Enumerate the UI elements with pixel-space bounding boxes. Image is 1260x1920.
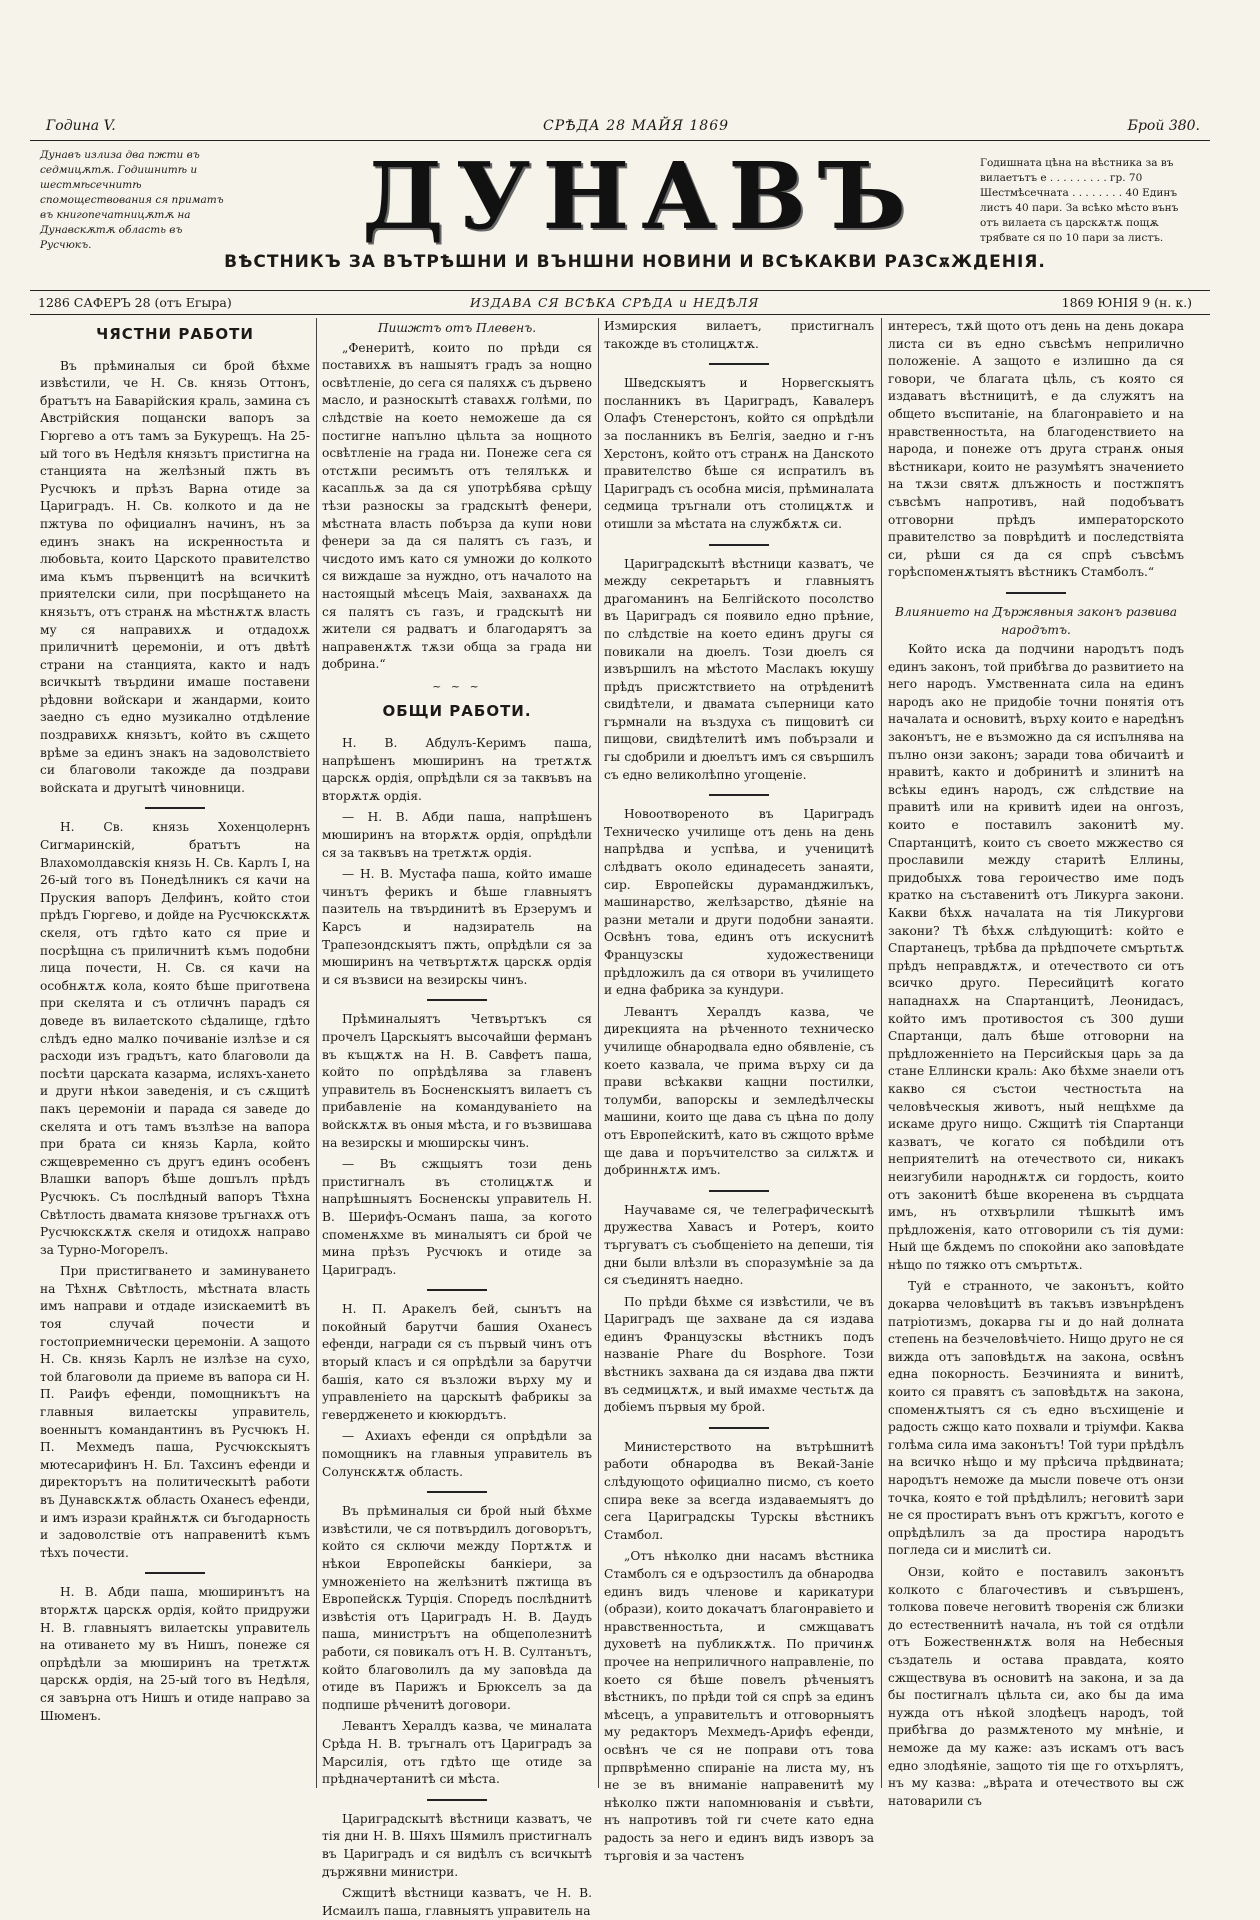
article-paragraph: Левантъ Хералдъ казва, че миналата Срѣда Н. В. тръгналъ отъ Цариградъ за Марсилія, отъ гдѣто ще отиде за прѣдначертанитѣ си мѣста. xyxy=(322,1719,592,1787)
correspondence-dateline: Пишжтъ отъ Плевенъ. xyxy=(377,321,537,335)
article-separator xyxy=(1006,592,1066,594)
article-paragraph: Н. П. Аракелъ бей, сынътъ на покойный барутчи башия Оханесъ ефенди, награди ся съ първый чинъ отъ вторый класъ и ся опрѣдѣли за барутчи башія, като ся възложи върху му и управленіето на царскытѣ фабрикы за гевердженето и кюкюрдътъ. xyxy=(322,1302,592,1422)
newspaper-title: ДУНАВЪ xyxy=(361,142,919,250)
article-columns xyxy=(30,318,1210,1918)
article-paragraph: „Отъ нѣколко дни насамъ вѣстника Стамболъ ся е одързостилъ да обнародва единъ видъ членове и карикатури (образи), които докачатъ благонравіето и нравственностьта, и смжщаватъ духоветѣ на публикѫтѫ. По причинѫ прочее на неприличного направленіе, по което ся бѣше повелъ рѣченыятъ вѣстникъ, по прѣди той ся спрѣ за единъ мѣсецъ, а управительтъ и отговорныятъ му редакторъ Мехмедъ-Арифъ ефенди, освѣнъ че ся не поправи отъ това прпврѣменно спираніе на листа му, нъ не зе въ вниманіе направенитѣ му нѣколко пжти напомнюванія и съвѣти, нъ напротивъ той ги счете като една радость за него и единъ видъ изворъ за търговія и за частенъ xyxy=(604,1549,874,1863)
article-separator xyxy=(427,999,487,1001)
article-paragraph: Цариградскытѣ вѣстници казватъ, че между секретарьтъ и главныятъ драгоманинъ на Белгійското посолство въ Цариградъ ся появило едно прѣние, по слѣдствіе на което единъ другы ся повикали на дюелъ. Този дюелъ ся извършилъ на мѣстото Маслакъ юкушу прѣдъ присжтствието на отрѣденитѣ свидѣтели, и двамата съперници като гърмнали на въздуха съ пищовитѣ си пищови, свидѣтелитѣ имъ побързали и гы сдобрили и дюелътъ имъ ся свършилъ съ едно великолѣпно угощеніе. xyxy=(604,556,874,782)
column-3 xyxy=(604,318,875,1863)
gregorian-date: 1869 ЮНІЯ 9 (н. к.) xyxy=(1061,295,1192,310)
article-separator xyxy=(427,1491,487,1493)
article-paragraph: — Ахиахъ ефенди ся опрѣдѣли за помощникъ на главныя управитель въ Солунскѫтѫ область. xyxy=(322,1429,592,1479)
article-paragraph: По прѣди бѣхме ся извѣстили, че въ Цариградъ ще захване да ся издава единъ Французскы вѣстникъ подъ названіе Phare du Bosphore. Този вѣстникъ захвана да ся издава два пжти въ седмицѫтѫ, и вый имахме честьтѫ да добіемъ първыя му брой. xyxy=(604,1294,874,1415)
article-paragraph: „Фенеритѣ, които по прѣди ся поставихѫ въ нашыятъ градъ за нощно освѣтленіе, до сега ся паляхѫ съ дървено масло, и разноскытѣ ставахѫ голѣми, по слѣдствіе на което неможеше да ся постигне напълно цѣльта за нощното освѣтленіе на града ни. Понеже сега ся отстѫпи ресимътъ отъ телялъкѫ и касапльѫ за да ся употрѣбява срѣщу тѣзи разноскы за градскытѣ фенери, мѣстната власть побърза да купи нови фенери за да ся палятъ съ газъ, и чисдото имъ като ся умножи до колкото ся виждаше за нуждно, отъ началото на настоящый мѣсецъ Маія, захванахѫ да ся палятъ съ газъ, и градскытѣ ни жители ся радватъ и благодарятъ за направенѫтѫ тѫзи обща за града ни добрина.“ xyxy=(322,340,592,672)
article-paragraph: Онзи, който е поставилъ законътъ колкото с благочестивъ и съвършенъ, толкова повече неговитѣ творенія сж близки до естественнитѣ начала, нъ той ся отдѣли отъ Божественнѫтѫ воля на Небесныя създатель и остава правдата, която сжществува въ основитѣ на закона, и за да бы постигналъ цѣльта си, ако бы да има нужда отъ нѣкой злодѣецъ народъ, той прибѣгва до размѫтеното му мнѣніе, и неможе да му каже: азъ искамъ отъ васъ едно злодѣяніе, защото тія ще го отхърлятъ, нъ му казва: „вѣрата и отечеството вы сж натоварили съ xyxy=(888,1564,1184,1808)
article-separator xyxy=(709,1427,769,1429)
year-label: Година V. xyxy=(46,118,116,134)
subscription-note: Годишната цѣна на вѣстника за въ вилаетътъ е . . . . . . . . . гр. 70 Шестмѣсечната . . . . . . . . 40 Единъ листъ 40 пари. За всѣко мѣсто вънъ отъ вилаета съ царскѫтѫ пощѫ трябвате ся по 10 пари за листъ. xyxy=(980,157,1179,244)
article-paragraph: Министерството на вътрѣшнитѣ работи обнародва въ Векай-Заніе слѣдующото официално писмо, съ което спира веке за всегда издаваемыятъ до сега Цариградскы Турскы вѣстникъ Стамбол. xyxy=(604,1439,874,1542)
newspaper-page xyxy=(30,100,1210,1918)
dateline-rule-bottom xyxy=(30,314,1210,315)
publishing-schedule: ИЗДАВА СЯ ВСѢКА СРѢДА и НЕДѢЛЯ xyxy=(470,295,760,310)
section-heading-general-affairs: ОБЩИ РАБОТИ. xyxy=(382,702,532,721)
newspaper-subtitle: ВѢСТНИКЪ ЗА ВЪТРѢШНИ И ВЪНШНИ НОВИНИ И ВСѢКАКВИ РАЗСѫЖДЕНІЯ. xyxy=(224,252,1046,272)
article-paragraph: — Н. В. Мустафа паша, който имаше чинътъ ферикъ и бѣше главныятъ пазитель на твърдинитѣ въ Ерзерумъ и Карсъ и надзиратель на Трапезондскыятъ пжть, опрѣдѣли ся за мюширинъ на четвъртѫтѫ царскѫ ордія и ся възвиси на везирскы чинъ. xyxy=(322,867,592,987)
hijri-date: 1286 САФЕРЪ 28 (отъ Егыра) xyxy=(38,295,232,310)
article-paragraph: Н. В. Абдулъ-Керимъ паша, напрѣшенъ мюширинъ на третѫтѫ царскѫ ордія, опрѣдѣли ся за таквъвъ на вторѫтѫ ордія. xyxy=(322,736,592,803)
article-paragraph: Шведскыятъ и Норвегскыятъ посланникъ въ Цариградъ, Кавалеръ Олафъ Стенерстонъ, който ся опрѣдѣли за посланникъ въ Белгія, заедно и г-нъ Херстонъ, който отъ странѫ на Данското правителство бѣше ся испратилъ въ Цариградъ съ особна мисія, прѣминалата седмица тръгнали отъ столицѫтѫ и отишли за мѣстата на службѫтѫ си. xyxy=(604,376,875,531)
article-paragraph: Туй е странното, че законътъ, който докарва человѣцитѣ въ такъвъ извънрѣденъ патріотизмъ, докарва гы и до най долната степень на безчеловѣчіето. Нищо друго не ся вижда отъ заповѣдьтѫ на закона, освѣнъ една покорность. Безчинията и винитѣ, които ся правятъ съ заповѣдьтѫ на закона, споменѫтыятъ ся съ едно въсхищеніе и радость сжщо като похвали и тріумфи. Каква голѣма сила има законътъ! Той тури прѣдѣлъ на всичко нѣщо и му прѣсича прѣдвината; народътъ неможе да мысли повече отъ онзи точка, която е той прѣдѣлилъ; неговитѣ зари не ся простиратъ вънъ отъ кржгътъ, когото е опрѣдѣлилъ за да простира народътъ погледа си и мислитѣ си. xyxy=(888,1279,1184,1558)
article-paragraph: — Н. В. Абди паша, напрѣшенъ мюширинъ на вторѫтѫ ордія, опрѣдѣли ся за таквъвъ на третѫтѫ ордія. xyxy=(322,810,592,860)
article-paragraph: Сжщитѣ вѣстници казватъ, че Н. В. Исмаилъ паша, главныятъ управитель на xyxy=(322,1886,592,1918)
article-paragraph: — Въ сжщыятъ този день пристигналъ въ столицѫтѫ и напрѣшныятъ Босненскы управитель Н. В. Шерифъ-Османъ паша, за когото споменѫхме въ миналыятъ си брой че мина прѣзъ Русчюкъ и отиде за Цариградъ. xyxy=(322,1157,592,1277)
article-separator xyxy=(427,1799,487,1801)
article-separator xyxy=(427,1289,487,1291)
column-2 xyxy=(322,318,592,1918)
dateline xyxy=(30,292,1210,314)
article-paragraph: При пристигването и заминуването на Тѣхнѫ Свѣтлость, мѣстната власть имъ направи и отдаде изискаемитѣ въ тоя случай почести и гостоприемнически церемоніи. А защото Н. Св. князь Карлъ не излѣзе на сухо, той благоволи да приеме въ вапора си Н. П. Раифъ ефенди, помощникътъ на главныя вилаетскы управитель, военнытъ командантинъ въ Русчюкъ Н. П. Мехмедъ паша, Русчюкскыятъ мютесарифинъ Н. Бл. Тахсинъ ефенди и директорътъ на политическытѣ работи въ Дунавскѫтѫ область Оханесъ ефенди, и имъ изрази крайнѫтѫ си бъгодарность и задоволствіе отъ направенитѣ къмъ тѣхъ почести. xyxy=(40,1264,310,1560)
article-paragraph: Прѣминалыятъ Четвъртъкъ ся прочелъ Царскыятъ высочайши ферманъ въ къщѫтѫ на Н. В. Савфетъ паша, който по опрѣдѣлява за главенъ управитель въ Босненскыятъ вилаетъ съ прибавленіе на командуваніето на войскѫтѫ въ оныя мѣста, и го възвишава на везирскы и мюширскы чинъ. xyxy=(322,1012,592,1150)
article-separator xyxy=(709,1190,769,1192)
section-heading-private-affairs: ЧЯСТНИ РАБОТИ xyxy=(96,325,254,343)
article-separator xyxy=(709,363,769,365)
issue-date: СРѢДА 28 МАЙЯ 1869 xyxy=(543,118,730,134)
column-1 xyxy=(40,318,310,1788)
article-separator xyxy=(145,807,205,809)
article-paragraph: Левантъ Хералдъ казва, че дирекцията на рѣченното техническо училище обнародвала едно обявленіе, съ което казвала, че прима върху си да прави всѣкакви кащни постилки, толумби, вапорскы и земледѣлческы машини, които ще дава съ цѣна по долу отъ Европейскитѣ, като въ сжщото врѣме ще дава и поръчителство за силѫтѫ и добриннѫтѫ имъ. xyxy=(604,1004,874,1178)
article-paragraph: интересъ, тѫй щото отъ день на день докара листа си въ едно съвсѣмъ неприлично положеніе. А защото е излишно да ся говори, че благата цѣль, съ която ся издаватъ вѣстницитѣ, е да служятъ на общето въспитаніе, на благонравіето и на нравственностьта, на благоденствието на народа, и понеже отъ друга странѫ оныя вѣстникари, които не разумѣятъ значението на тѫзи святѫ длъжность и постжпятъ съвсѣмъ напротивъ, най подобъватъ отговорни прѣдъ императорското правителство за поврѣдитѣ и последствіята си, рѣши ся да ся спрѣ съвсѣмъ горѣспоменѫтыятъ вѣстникъ Стамболъ.“ xyxy=(888,319,1184,580)
masthead-top-line xyxy=(38,118,1218,142)
publication-note: Дунавъ излиза два пжти въ седмицѫтѫ. Годишнитѣ и шестмѣсечнитѣ спомоществования ся приматъ въ книгопечатницѫтѫ на Дунавскѫтѫ область въ Русчюкъ. xyxy=(40,149,224,251)
article-separator xyxy=(709,794,769,796)
article-separator xyxy=(145,1572,205,1574)
article-paragraph: Н. В. Абди паша, мюширинътъ на вторѫтѫ царскѫ ордія, който придружи Н. В. главныятъ вилаетскы управитель на отиването му въ Нишъ, понеже ся опрѣдѣли за мюширинъ на третѫтѫ царскѫ ордія, на 25-ый того въ Недѣля, ся завърна отъ Нишъ и отиде направо за Шюменъ. xyxy=(40,1585,310,1723)
ornament-divider: ~ ~ ~ xyxy=(432,679,482,693)
article-paragraph: Цариградскытѣ вѣстници казватъ, че тія дни Н. В. Шяхъ Шямилъ пристигналъ въ Цариградъ и ся видѣлъ съ всичкытѣ държявни министри. xyxy=(322,1811,592,1879)
article-paragraph: Въ прѣминалыя си брой бѣхме извѣстили, че Н. Св. князь Оттонъ, братътъ на Баварійския краль, замина съ Австрійския пощански вапоръ за Гюргево а отъ тамъ за Букурещъ. На 25-ый того въ Недѣля князьтъ пристигна на станцията на желѣзный пжть въ Русчюкъ и прѣзъ Варна отиде за Цариградъ. Н. Св. колкото и да не пжтува по официалнъ начинъ, нъ за единъ знакъ на искренностьта и любовьта, които Царското правителство има къмъ първенцитѣ на всичкитѣ приятелски сили, при посрѣщането на князьтъ, отъ странѫ на мѣстнѫтѫ власть му ся направихѫ и отдадохѫ приличнитѣ церемоніи, и отъ двѣтѣ страни на станцията, както и надъ всичкытѣ твърдини имаше поставени рѣдовни войскари и жандарми, които заедно съ едно музикално отдѣление поздравихѫ князьтъ, който въ сѫщето врѣме за единъ знакъ на задоволствіето си благоволи такожде да поздрави войската и другытѣ чиновници. xyxy=(40,358,310,795)
article-subheading: Влиянието на Държявныя законъ развива народътъ. xyxy=(895,604,1177,637)
article-separator xyxy=(709,544,769,546)
article-paragraph: Който иска да подчини народътъ подъ единъ законъ, той прибѣгва до развитието на него народъ. Умственната сила на единъ народъ ако не придобіе точни понятія отъ началата и основитѣ, върху които е наредѣнъ законътъ, не е възможно да ся испълнява на пълно онзи законъ; заради това обичаитѣ и нравитѣ, както и добринитѣ и злинитѣ на всѣкы единъ народъ, сж слѣдствие на правитѣ или на кривитѣ идеи на онгозъ, които е поставилъ законитѣ му. Спартанцитѣ, които съ своето мжжество ся прославили между старитѣ Еллины, придобыхѫ това героичество име подъ кратко на съставенитѣ отъ Ликурга закони. Какви бѣхѫ началата на тія Ликургови закони? Тѣ бѣхѫ слѣдующитѣ: който е Спартанецъ, трѣбва да прѣдпочете смъртьтѫ прѣдъ неправдѫтѫ, и отечеството си отъ всичко друго. Пересийцитѣ когато нападнахѫ на Спартанцитѣ, Леонидасъ, който имъ противостоя съ 300 души Спартанци, далъ бѣше отговорни на прѣдложенніето на Персийскыя царь за да стане Еллински краль: Ако бѣхме знаели отъ какво ся състои честностьта на человѣческыя животъ, ный нещѣхме да искаме друго нищо. Сжщитѣ тія Спартанци казватъ, че когато ся побѣдили отъ неприятелитѣ на отечеството си, никакъ неизгубили народнѫтѫ си гордость, които отъ законитѣ бѣше вкоренена въ сърдцата имъ, нъ отхвърлили тѣшкытѣ имъ прѣдложенія, като отговорили съ тія думи: Ный ще бѫдемъ по спокойни ако заповѣдате нѣщо по тяжко отъ смъртьтѫ. xyxy=(888,642,1184,1272)
article-paragraph: Научаваме ся, че телеграфическытѣ дружества Хавасъ и Ротеръ, които търгуватъ съ съобщеніето на депеши, тія дни были влѣзли въ споразумѣніе за да ся съединятъ наедно. xyxy=(604,1202,874,1288)
article-paragraph: Н. Св. князь Хохенцолернъ Сигмаринскій, братътъ на Влахомолдавскія князь Н. Св. Карлъ I, на 26-ый того въ Понедѣлникъ ся качи на Пруския вапоръ Делфинъ, който стои прѣдъ Гюргево, и дойде на Русчюкскѫтѫ скеля, отъ гдѣто като ся прие и посрѣщна съ приличнитѣ къмъ подобни лица почести, Н. Св. ся качи на особнѫтѫ кола, която бѣше приготвена при скелята и съ отличнъ парадъ ся доведе въ вилаетското сѣдалище, гдѣто слѣдъ едно малко почиваніе излѣзе и ся расходи изъ градътъ, като благоволи да посѣти царската казарма, исляхъ-хането и други нѣкои заведенія, и съ сѫщитѣ пакъ церемоніи и парада ся заведе до скелята и отъ тамъ възлѣзе на вапора при брата си князь Карла, който сжщевременно съ другъ единъ особенъ Влашки вапоръ бѣше дошълъ прѣдъ Русчюкъ. Съ послѣдный вапоръ Тѣхна Свѣтлость двамата князове тръгнахѫ отъ Русчюкскѫтѫ скеля и отидохѫ направо за Турно-Могорелъ. xyxy=(40,820,310,1257)
issue-number: Брой 380. xyxy=(1127,118,1200,134)
article-paragraph: Измирския вилаетъ, пристигналъ такожде въ столицѫтѫ. xyxy=(604,319,874,351)
article-paragraph: Въ прѣминалыя си брой ный бѣхме извѣстили, че ся потвърдилъ договорътъ, който ся сключи между Портѫтѫ и нѣкои Европейскы банкіери, за умноженіето на желѣзнитѣ пжтища въ Европейскѫ Турція. Споредъ послѣднитѣ извѣстія отъ Цариградъ Н. В. Даудъ паша, министрътъ на общеполезнитѣ работи, ся повикалъ отъ Н. В. Султанътъ, който благоволилъ да му заповѣда да отиде въ Парижъ и Брюкселъ за да подпише рѣченитѣ договори. xyxy=(322,1504,592,1712)
column-4 xyxy=(888,318,1184,1808)
article-paragraph: Новоотвореното въ Цариградъ Техническо училище отъ день на день напрѣдва и успѣва, и ученицитѣ слѣдватъ около единадесеть занаяти, сир. Европейскы дураманджилъкъ, машинарство, желѣзарство, дѣяніе на разни метали и други подобни занаяти. Освѣнъ това, единъ отъ искуснитѣ Французскы художественици прѣдложилъ да ся отвори въ училището и една фабрика за кундури. xyxy=(604,807,874,998)
dateline-rule-top xyxy=(30,290,1210,291)
